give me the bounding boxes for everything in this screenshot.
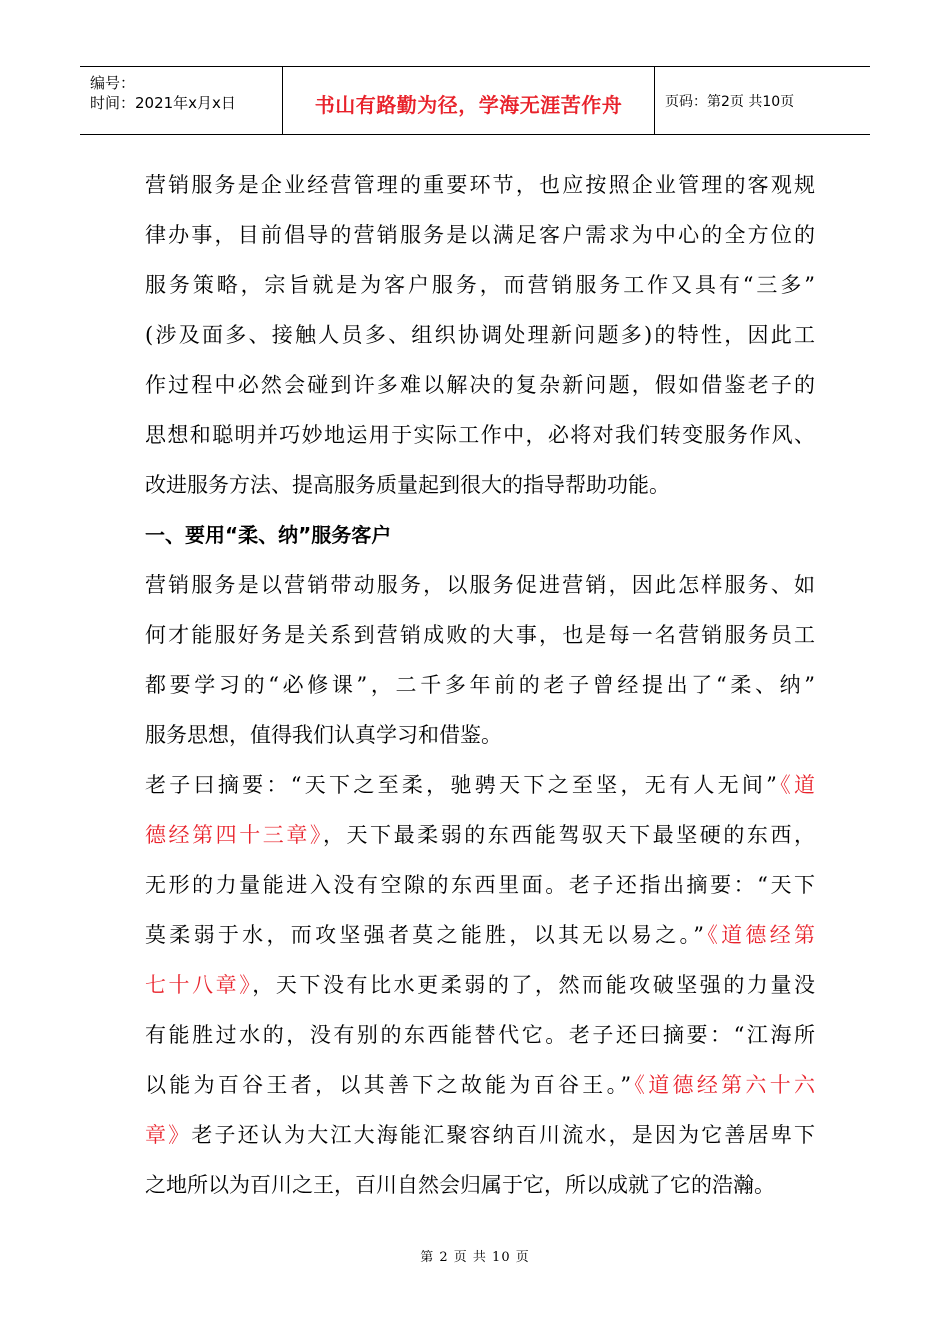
text-line: (涉及面多、接触人员多、组织协调处理新问题多)的特性，因此工 (145, 323, 815, 347)
text-line: 服务思想，值得我们认真学习和借鉴。 (145, 723, 502, 747)
text-line (145, 1060, 815, 1110)
text-line: 有能胜过水的，没有别的东西能替代它。老子还曰摘要：“江海所 (145, 1023, 815, 1047)
number-label: 编号： (90, 74, 136, 92)
body-text: ，天下没有比水更柔弱的了，然而能攻破坚强的力量没 (252, 973, 816, 997)
text-line (145, 910, 815, 960)
header-motto: 书山有路勤为径，学海无涯苦作舟 (283, 67, 655, 134)
header-page-info: 页码：第2页 共10页 (665, 93, 795, 110)
text-line (145, 810, 815, 860)
time-label: 时间：2021年x月x日 (90, 94, 236, 112)
page-header (80, 66, 870, 135)
citation-text: 《道德经第六十六 (631, 1073, 816, 1097)
quote-text: 莫柔弱于水，而攻坚强者莫之能胜，以其无以易之。” (145, 923, 705, 947)
text-line: 思想和聪明并巧妙地运用于实际工作中，必将对我们转变服务作风、 (145, 423, 815, 447)
quote-text: 以能为百谷王者，以其善下之故能为百谷王。” (145, 1073, 632, 1097)
text-line (145, 960, 815, 1010)
text-line: 营销服务是以营销带动服务，以服务促进营销，因此怎样服务、如 (145, 573, 815, 597)
citation-text: 章》 (145, 1123, 192, 1147)
section-heading: 一、要用“柔、纳”服务客户 (145, 523, 392, 547)
text-line: 何才能服好务是关系到营销成败的大事，也是每一名营销服务员工 (145, 623, 815, 647)
citation-text: 《道 (776, 773, 815, 797)
document-body (145, 160, 815, 1210)
body-text: 老子还认为大江大海能汇聚容纳百川流水，是因为它善居卑下 (191, 1123, 815, 1147)
text-line: 营销服务是企业经营管理的重要环节，也应按照企业管理的客观规 (145, 173, 815, 197)
text-line: 作过程中必然会碰到许多难以解决的复杂新问题，假如借鉴老子的 (145, 373, 815, 397)
text-line: 之地所以为百川之王，百川自然会归属于它，所以成就了它的浩瀚。 (145, 1173, 775, 1197)
text-line (145, 1110, 815, 1160)
citation-text: 《道德经第 (704, 923, 816, 947)
citation-text: 德经第四十三章》 (145, 823, 323, 847)
text-line: 都要学习的“必修课”，二千多年前的老子曾经提出了“柔、纳” (145, 673, 815, 697)
paragraph-service (145, 560, 815, 760)
quote-text: 老子曰摘要：“天下之至柔，驰骋天下之至坚，无有人无间” (145, 773, 777, 797)
text-line (145, 760, 815, 810)
text-line: 律办事，目前倡导的营销服务是以满足客户需求为中心的全方位的 (145, 223, 815, 247)
text-line: 无形的力量能进入没有空隙的东西里面。老子还指出摘要：“天下 (145, 873, 815, 897)
body-text: ，天下最柔弱的东西能驾驭天下最坚硬的东西， (322, 823, 816, 847)
citation-text: 七十八章》 (145, 973, 253, 997)
page-footer: 第 2 页 共 10 页 (420, 1250, 530, 1265)
text-line: 服务策略，宗旨就是为客户服务，而营销服务工作又具有“三多” (145, 273, 815, 297)
text-line: 改进服务方法、提高服务质量起到很大的指导帮助功能。 (145, 473, 670, 497)
paragraph-intro (145, 160, 815, 510)
header-left-cell (80, 67, 283, 134)
paragraph-laozi (145, 760, 815, 1210)
